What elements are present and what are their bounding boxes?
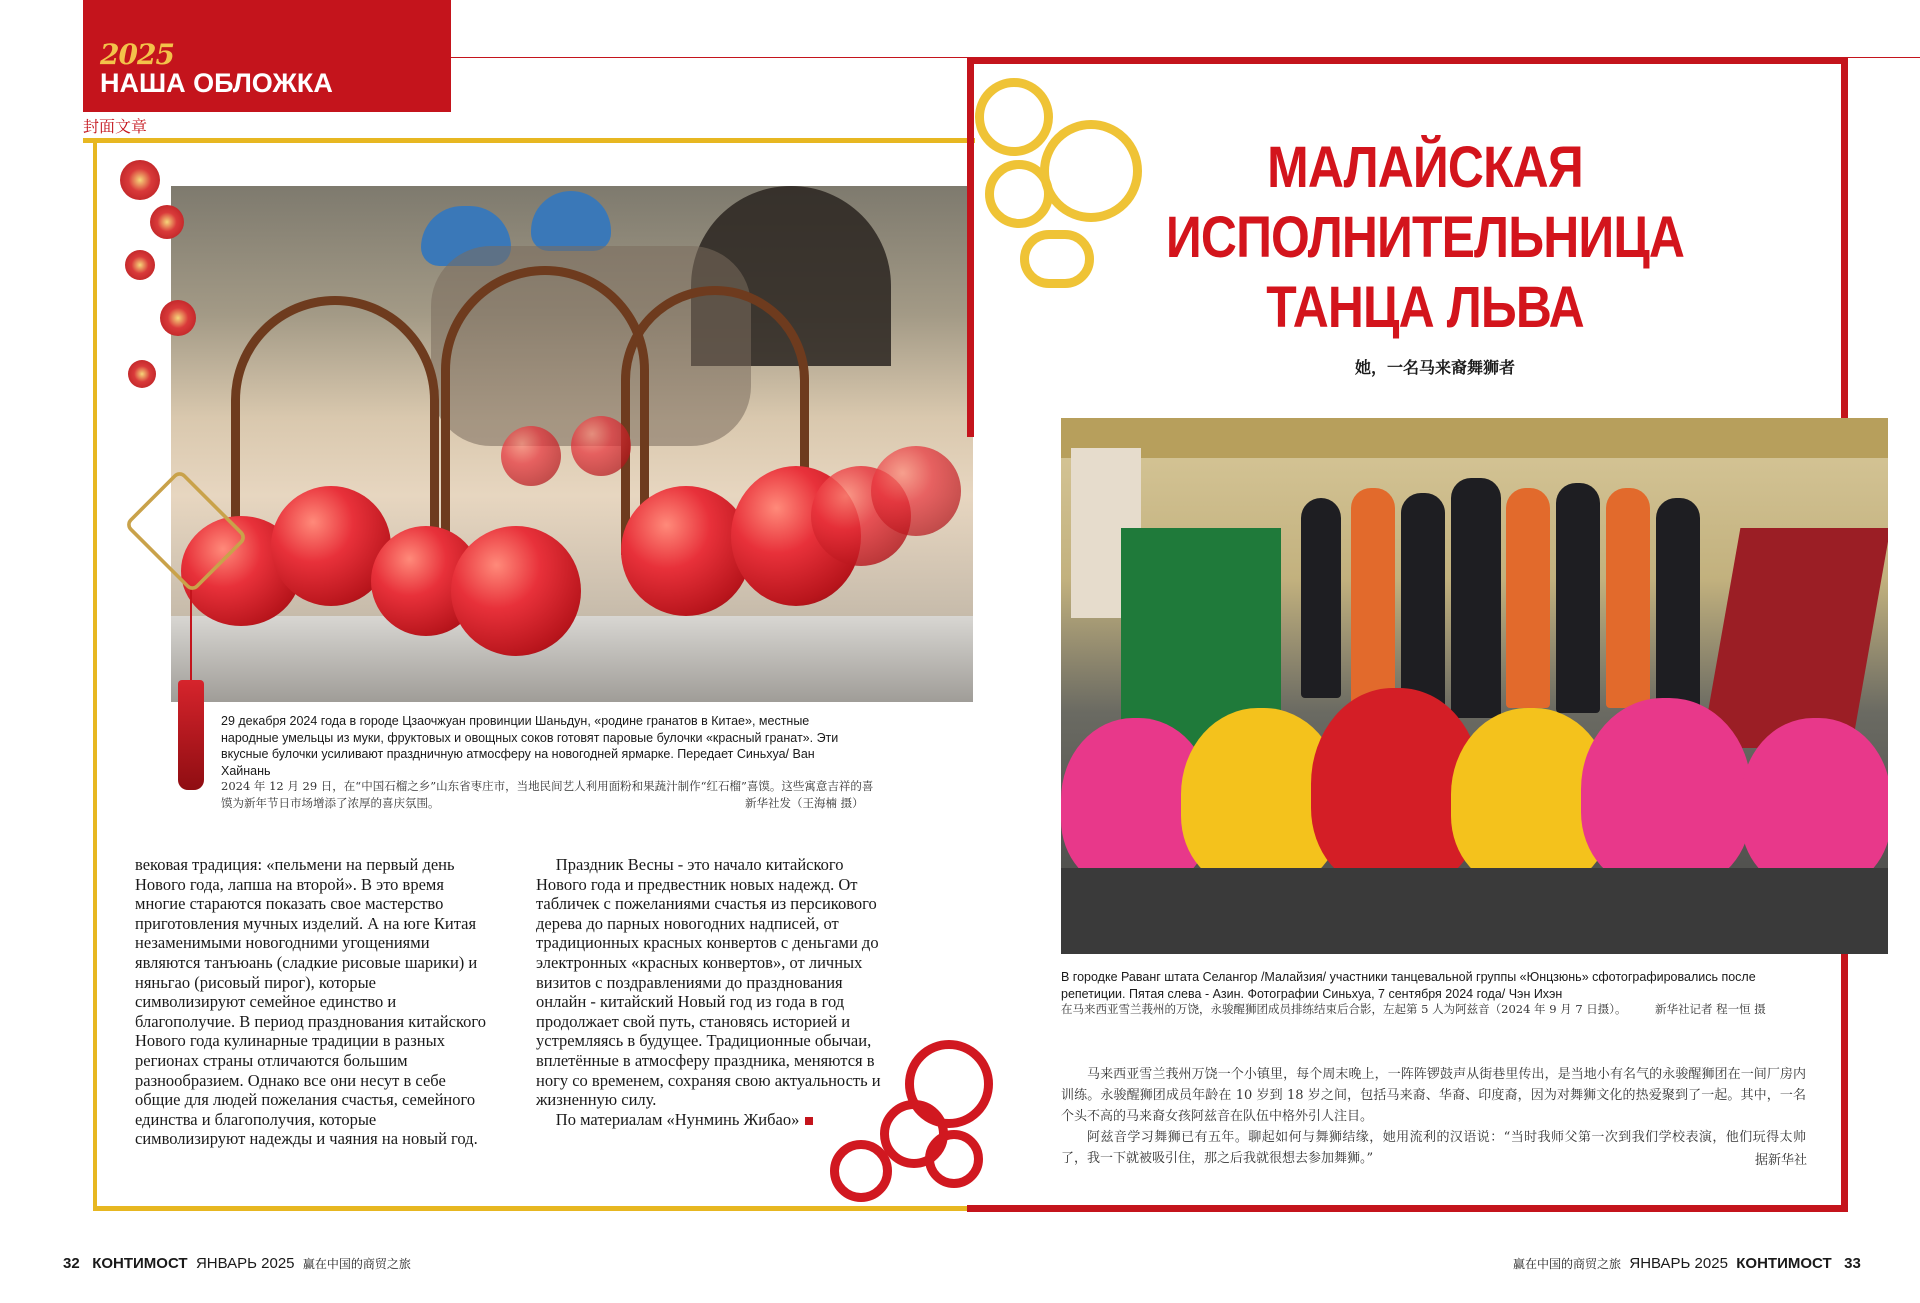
footer-right [1513, 1255, 1861, 1272]
plum-blossom-icon [125, 250, 155, 280]
plum-blossom-icon [160, 300, 196, 336]
magazine-name: КОНТИМОСТ [92, 1255, 188, 1272]
body-column-2 [536, 855, 881, 1129]
lion-head-pink [1581, 698, 1751, 888]
ceiling [1061, 418, 1888, 458]
issue-date: ЯНВАРЬ 2025 [1629, 1255, 1728, 1272]
pomegranate-buns-photo [171, 186, 973, 702]
person [1506, 488, 1550, 708]
frame-left [967, 57, 974, 437]
person [1606, 488, 1650, 708]
person [1351, 488, 1395, 708]
body-paragraph: Праздник Весны - это начало китайского Нового года и предвестник новых надежд. От табличек с пожеланиями счастья из персикового дерева до парных новогодних надписей, от традиционных красных конвертов с деньгами до электронных «красных конвертов», от личных визитов с поздравлениями до празднования онлайн - китайский Новый год из года в год продолжает свой путь, становясь историей и устремляясь в будущее. Традиционные обычаи, вплетённые в атмосферу праздника, меняются в ногу со временем, сохраняя свою актуальность и жизненную силу. [536, 855, 881, 1110]
tray [171, 616, 973, 702]
pomegranate-bun [871, 446, 961, 536]
footer-left [63, 1255, 411, 1272]
body-text-cn [1061, 1064, 1806, 1169]
body-source-cn: 据新华社 [1755, 1153, 1808, 1168]
red-cloud-icon [830, 1140, 892, 1202]
page-number: 33 [1844, 1255, 1861, 1272]
source-credit: По материалам «Нунминь Жибао» [555, 1109, 800, 1129]
frame-bottom [967, 1205, 1848, 1212]
person [1556, 483, 1600, 713]
end-mark-icon [805, 1117, 813, 1125]
magazine-name: КОНТИМОСТ [1736, 1255, 1832, 1272]
magazine-slogan-cn: 赢在中国的商贸之旅 [302, 1257, 411, 1271]
red-tassel-icon [178, 680, 204, 790]
issue-date: ЯНВАРЬ 2025 [195, 1255, 295, 1272]
photo-caption-cn: 在马来西亚雪兰莪州的万饶，永骏醒狮团成员排练结束后合影，左起第 5 人为阿兹音（2024 年 9 月 7 日摄）。 [1061, 1002, 1627, 1016]
photo-caption-ru: В городке Раванг штата Селангор /Малайзия/ участники танцевальной группы «Юнцзюнь» сфотографировались после репетиции. Пятая слева - Азин. Фотографии Синьхуа, 7 сентября 2024 года/ Чэн Ихэн [1061, 970, 1756, 1001]
frame-top [967, 57, 1848, 64]
gold-rule-top [83, 138, 975, 143]
plum-blossom-icon [120, 160, 160, 200]
article-headline: МАЛАЙСКАЯ ИСПОЛНИТЕЛЬНИЦА ТАНЦА ЛЬВА [1165, 135, 1685, 340]
pomegranate-bun [571, 416, 631, 476]
gold-cloud-icon [975, 78, 1053, 156]
body-paragraph-cn: 马来西亚雪兰莪州万饶一个小镇里，每个周末晚上，一阵阵锣鼓声从街巷里传出，是当地小有名气的永骏醒狮团在一间厂房内训练。永骏醒狮团成员年龄在 10 岁到 18 岁之间，包括马来裔、华裔、印度裔，因为对舞狮文化的热爱聚到了一起。其中，一名个头不高的马来裔女孩阿兹音在队伍中格外引人注目。 [1061, 1067, 1806, 1124]
plum-blossom-icon [128, 360, 156, 388]
page-number: 32 [63, 1255, 80, 1272]
magazine-slogan-cn: 赢在中国的商贸之旅 [1513, 1257, 1622, 1271]
person [1301, 498, 1341, 698]
gold-rule-bottom [93, 1206, 975, 1211]
photo-caption-source: 新华社记者 程一恒 摄 [1655, 1002, 1766, 1016]
gold-cloud-icon [1020, 230, 1094, 288]
body-paragraph: вековая традиция: «пельмени на первый день Нового года, лапша на второй». В это время многие стараются показать свое мастерство приготовления мучных изделий. А на юге Китая незаменимыми новогодними угощениями являются танъюань (сладкие рисовые шарики) и няньгао (рисовый пирог), которые символизируют семейное единство и благополучие. В период празднования китайского Нового года кулинарные традиции в разных регионах страны отличаются большим разнообразием. Однако все они несут в себе общие для людей пожелания счастья, семейного единства и благополучия, которые символизируют надежды и чаяния на новый год. [135, 855, 486, 1149]
floor [1061, 868, 1888, 954]
red-panel [1702, 528, 1888, 748]
section-year: 2025 [100, 38, 174, 71]
body-column-1 [135, 855, 490, 1149]
tassel-string [190, 590, 192, 690]
pomegranate-bun [451, 526, 581, 656]
person [1401, 493, 1445, 713]
gold-rule-left [93, 138, 97, 1211]
gold-cloud-icon [985, 160, 1053, 228]
pomegranate-bun [621, 486, 751, 616]
worker-cap [531, 191, 611, 251]
person [1451, 478, 1501, 718]
pomegranate-bun [501, 426, 561, 486]
lion-head-pink [1741, 718, 1888, 888]
lion-dance-team-photo [1061, 418, 1888, 954]
section-title-cn: 封面文章 [83, 114, 153, 137]
photo-caption-source: 新华社发（王海楠 摄） [745, 796, 864, 810]
section-title: НАША ОБЛОЖКА [100, 68, 333, 98]
person [1656, 498, 1700, 708]
article-subtitle-cn: 她，一名马来裔舞狮者 [1354, 358, 1515, 377]
gold-cloud-icon [1040, 120, 1142, 222]
photo-caption-cn: 2024 年 12 月 29 日，在“中国石榴之乡”山东省枣庄市，当地民间艺人利用面粉和果蔬汁制作“红石榴”喜馍。这些寓意吉祥的喜馍为新年节日市场增添了浓厚的喜庆氛围。 [221, 779, 874, 810]
photo-caption-ru: 29 декабря 2024 года в городе Цзаочжуан провинции Шаньдун, «родине гранатов в Китае», местные народные умельцы из муки, фруктовых и овощных соков готовят паровые булочки «красный гранат». Эти вкусные булочки усиливают праздничную атмосферу на новогодней ярмарке. Передает Синьхуа/ Ван Хайнань [221, 714, 839, 778]
body-paragraph-cn: 阿兹音学习舞狮已有五年。聊起如何与舞狮结缘，她用流利的汉语说：“当时我师父第一次到我们学校表演，他们玩得太帅了，我一下就被吸引住，那之后我就很想去参加舞狮。” [1061, 1130, 1806, 1166]
red-cloud-icon [925, 1130, 983, 1188]
plum-blossom-icon [150, 205, 184, 239]
